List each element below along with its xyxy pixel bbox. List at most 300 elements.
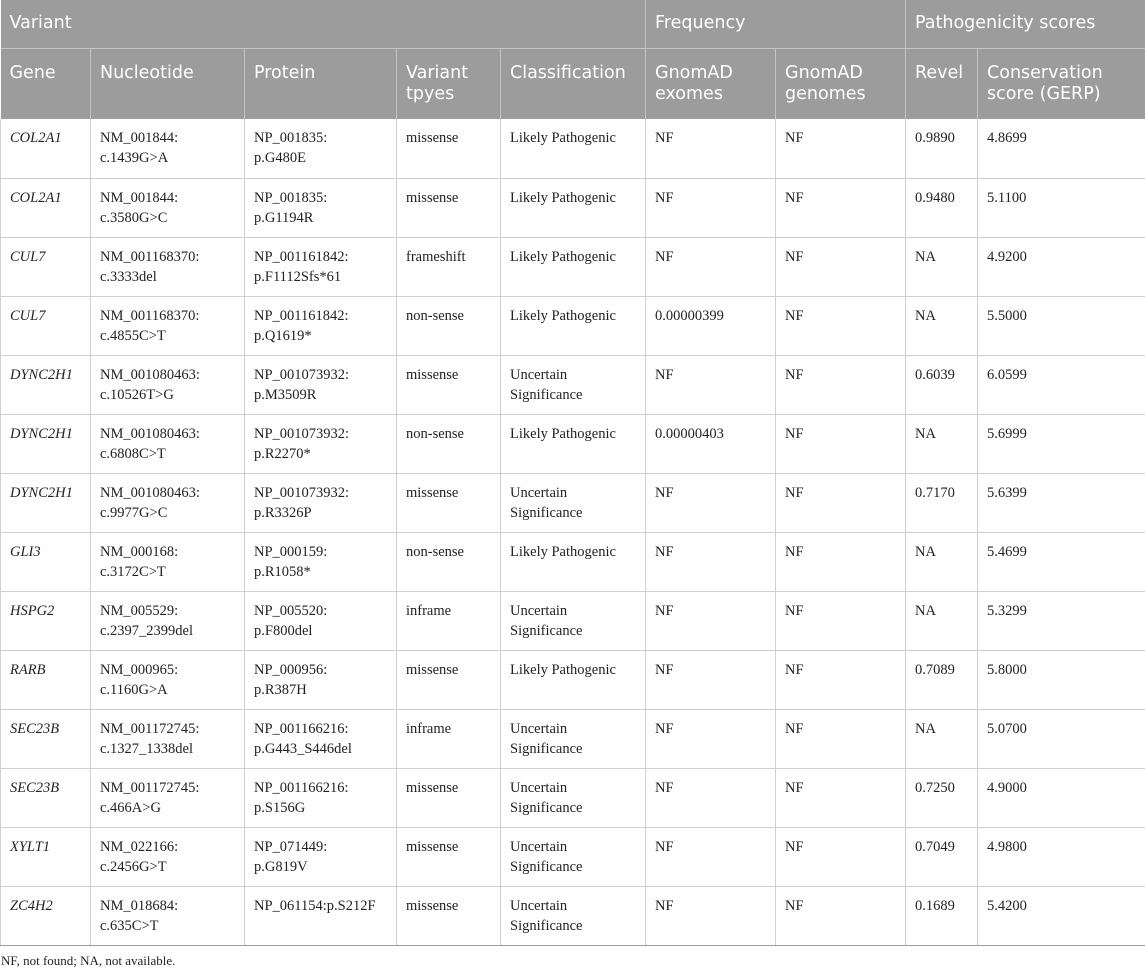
cell-gerp-line: 5.3299 (987, 602, 1027, 619)
cell-gene-line: SEC23B (10, 720, 60, 737)
cell-protein-line: p.R3326P (254, 504, 312, 521)
cell-gnomad-exomes (646, 709, 776, 768)
cell-revel-line: NA (915, 720, 936, 737)
cell-gerp-line: 5.1100 (987, 189, 1027, 206)
table-row (1, 178, 1145, 237)
cell-gene-line: XYLT1 (10, 838, 51, 855)
cell-protein-line: NP_001073932: (254, 484, 350, 501)
cell-classification (501, 119, 646, 178)
cell-gnomad-genomes (776, 886, 906, 945)
cell-nucleotide (91, 119, 245, 178)
cell-protein-line: NP_001835: (254, 189, 328, 206)
cell-nucleotide-line: c.3172C>T (100, 563, 166, 580)
cell-classification (501, 355, 646, 414)
table-footnote: NF, not found; NA, not available. (1, 953, 176, 968)
cell-gerp (978, 650, 1145, 709)
cell-variant-type (397, 886, 501, 945)
cell-nucleotide (91, 178, 245, 237)
cell-nucleotide-line: NM_001172745: (100, 720, 200, 737)
cell-revel (906, 473, 978, 532)
header-group-pathogenicity: Pathogenicity scores (906, 0, 1145, 48)
cell-protein-line: p.S156G (254, 799, 306, 816)
cell-gerp (978, 591, 1145, 650)
cell-variant-type-line: non-sense (406, 543, 464, 560)
cell-variant-type-line: missense (406, 130, 459, 146)
cell-protein (245, 296, 397, 355)
cell-gerp-line: 5.5000 (987, 307, 1027, 324)
table-row (1, 532, 1145, 591)
cell-nucleotide (91, 532, 245, 591)
cell-revel-line: 0.7089 (915, 661, 955, 678)
cell-gene-line: COL2A1 (10, 130, 62, 146)
cell-protein-line: NP_005520: (254, 602, 328, 619)
column-header-nucleotide: Nucleotide (91, 48, 245, 119)
cell-gnomad-exomes (646, 650, 776, 709)
cell-variant-type-line: frameshift (406, 248, 466, 265)
header-column-row (1, 48, 1145, 119)
cell-gerp-line: 4.9000 (987, 779, 1027, 796)
cell-gnomad-exomes (646, 827, 776, 886)
cell-nucleotide (91, 414, 245, 473)
cell-gnomad-exomes (646, 119, 776, 178)
column-header-variant-types: Variant tpyes (397, 48, 501, 119)
cell-gnomad-exomes (646, 178, 776, 237)
cell-protein-line: p.Q1619* (254, 327, 312, 344)
cell-classification-line: Significance (510, 799, 583, 816)
column-header-revel: Revel (906, 48, 978, 119)
cell-gnomad-exomes-line: NF (655, 602, 674, 619)
cell-nucleotide-line: c.466A>G (100, 799, 161, 816)
cell-protein (245, 119, 397, 178)
cell-variant-type (397, 827, 501, 886)
cell-variant-type-line: inframe (406, 602, 452, 619)
cell-gnomad-genomes (776, 827, 906, 886)
cell-nucleotide-line: NM_000965: (100, 661, 179, 678)
cell-revel-line: NA (915, 248, 936, 265)
cell-classification-line: Significance (510, 740, 583, 757)
table-row (1, 296, 1145, 355)
cell-classification (501, 886, 646, 945)
cell-revel-line: 0.1689 (915, 897, 955, 914)
cell-protein (245, 827, 397, 886)
cell-gene-line: RARB (10, 661, 46, 678)
cell-gene (1, 296, 91, 355)
cell-protein (245, 473, 397, 532)
cell-gene (1, 650, 91, 709)
cell-classification-line: Likely Pathogenic (510, 189, 616, 206)
cell-gnomad-genomes (776, 473, 906, 532)
cell-classification-line: Uncertain (510, 484, 568, 501)
cell-gene (1, 709, 91, 768)
cell-gnomad-exomes (646, 591, 776, 650)
cell-gerp (978, 119, 1145, 178)
column-header-protein: Protein (245, 48, 397, 119)
cell-gerp (978, 473, 1145, 532)
cell-gnomad-genomes-line: NF (785, 425, 804, 442)
cell-gene-line: SEC23B (10, 779, 60, 796)
cell-gnomad-exomes (646, 237, 776, 296)
cell-nucleotide-line: NM_001172745: (100, 779, 200, 796)
cell-gerp-line: 5.4699 (987, 543, 1027, 560)
cell-gnomad-exomes (646, 532, 776, 591)
cell-protein-line: p.G1194R (254, 209, 314, 226)
cell-gene (1, 827, 91, 886)
cell-classification (501, 178, 646, 237)
cell-protein (245, 886, 397, 945)
cell-protein (245, 178, 397, 237)
cell-protein-line: p.G819V (254, 858, 308, 875)
cell-variant-type (397, 414, 501, 473)
cell-protein-line: p.G480E (254, 150, 306, 166)
cell-gene (1, 355, 91, 414)
cell-revel (906, 650, 978, 709)
cell-gnomad-genomes-line: NF (785, 189, 804, 206)
header-group-frequency: Frequency (646, 0, 906, 48)
cell-gene (1, 473, 91, 532)
cell-gnomad-exomes-line: NF (655, 366, 674, 383)
column-header-gene: Gene (1, 48, 91, 119)
cell-gerp-line: 6.0599 (987, 366, 1027, 383)
cell-revel-line: NA (915, 602, 936, 619)
cell-gnomad-genomes-line: NF (785, 720, 804, 737)
cell-gnomad-exomes-line: NF (655, 248, 674, 265)
cell-nucleotide (91, 296, 245, 355)
cell-gnomad-genomes-line: NF (785, 307, 804, 324)
cell-nucleotide-line: NM_022166: (100, 838, 179, 855)
cell-variant-type (397, 768, 501, 827)
cell-protein-line: NP_001073932: (254, 366, 350, 383)
cell-gnomad-exomes-line: NF (655, 779, 674, 796)
cell-revel-line: 0.6039 (915, 366, 955, 383)
cell-gerp-line: 4.9200 (987, 248, 1027, 265)
cell-revel (906, 296, 978, 355)
cell-gnomad-genomes-line: NF (785, 366, 804, 383)
cell-nucleotide (91, 650, 245, 709)
cell-gnomad-exomes-line: NF (655, 484, 674, 501)
cell-classification-line: Uncertain (510, 838, 568, 855)
cell-gerp-line: 5.0700 (987, 720, 1027, 737)
cell-protein-line: NP_000956: (254, 661, 328, 678)
cell-gnomad-genomes-line: NF (785, 661, 804, 678)
cell-classification-line: Significance (510, 917, 583, 934)
cell-gene (1, 768, 91, 827)
cell-nucleotide-line: NM_018684: (100, 897, 179, 914)
cell-classification (501, 532, 646, 591)
cell-protein (245, 414, 397, 473)
cell-gnomad-genomes-line: NF (785, 484, 804, 501)
cell-gnomad-exomes-line: NF (655, 661, 674, 678)
cell-revel (906, 237, 978, 296)
cell-gnomad-exomes (646, 355, 776, 414)
cell-nucleotide (91, 473, 245, 532)
cell-protein (245, 591, 397, 650)
cell-gnomad-exomes (646, 768, 776, 827)
cell-variant-type-line: non-sense (406, 307, 464, 324)
cell-gene-line: ZC4H2 (10, 897, 53, 914)
column-header-gnomad-exomes: GnomAD exomes (646, 48, 776, 119)
cell-gnomad-exomes (646, 296, 776, 355)
cell-protein (245, 768, 397, 827)
cell-variant-type (397, 473, 501, 532)
cell-classification-line: Likely Pathogenic (510, 661, 616, 678)
cell-nucleotide-line: c.1439G>A (100, 150, 169, 166)
cell-revel (906, 178, 978, 237)
cell-gnomad-exomes-line: NF (655, 897, 674, 914)
cell-nucleotide-line: c.635C>T (100, 917, 159, 934)
cell-nucleotide-line: c.4855C>T (100, 327, 166, 344)
cell-protein (245, 237, 397, 296)
cell-classification-line: Uncertain (510, 779, 568, 796)
cell-revel-line: NA (915, 307, 936, 324)
cell-gnomad-genomes (776, 178, 906, 237)
cell-classification-line: Likely Pathogenic (510, 248, 616, 265)
cell-revel-line: 0.7049 (915, 838, 955, 855)
cell-gnomad-genomes (776, 768, 906, 827)
cell-classification (501, 473, 646, 532)
cell-protein-line: NP_001161842: (254, 307, 349, 324)
cell-gene (1, 532, 91, 591)
cell-protein (245, 532, 397, 591)
cell-gerp (978, 237, 1145, 296)
cell-revel-line: 0.7170 (915, 484, 955, 501)
cell-gnomad-exomes-line: 0.00000403 (655, 425, 724, 442)
cell-classification-line: Likely Pathogenic (510, 130, 616, 146)
cell-gerp-line: 5.6399 (987, 484, 1027, 501)
cell-classification (501, 237, 646, 296)
cell-protein (245, 650, 397, 709)
cell-gene-line: CUL7 (10, 248, 46, 265)
cell-classification (501, 296, 646, 355)
table-row (1, 827, 1145, 886)
cell-nucleotide-line: NM_000168: (100, 543, 179, 560)
cell-gene (1, 591, 91, 650)
cell-variant-type-line: non-sense (406, 425, 464, 442)
cell-nucleotide (91, 886, 245, 945)
cell-nucleotide (91, 709, 245, 768)
cell-gene (1, 237, 91, 296)
cell-protein-line: NP_001073932: (254, 425, 350, 442)
cell-classification-line: Significance (510, 386, 583, 403)
column-header-gnomad-genomes: GnomAD genomes (776, 48, 906, 119)
cell-gnomad-genomes-line: NF (785, 248, 804, 265)
cell-nucleotide (91, 591, 245, 650)
cell-classification (501, 768, 646, 827)
cell-protein-line: p.M3509R (254, 386, 317, 403)
cell-nucleotide-line: NM_001844: (100, 130, 179, 146)
table-row (1, 768, 1145, 827)
cell-gnomad-genomes (776, 296, 906, 355)
cell-gerp (978, 296, 1145, 355)
cell-nucleotide-line: NM_005529: (100, 602, 179, 619)
column-header-classification: Classification (501, 48, 646, 119)
cell-protein-line: NP_001835: (254, 130, 328, 146)
cell-protein-line: NP_071449: (254, 838, 328, 855)
cell-protein-line: p.R2270* (254, 445, 311, 462)
cell-variant-type (397, 532, 501, 591)
cell-classification (501, 650, 646, 709)
cell-revel-line: NA (915, 543, 936, 560)
cell-gene-line: DYNC2H1 (10, 366, 73, 383)
cell-nucleotide (91, 237, 245, 296)
cell-classification-line: Likely Pathogenic (510, 425, 616, 442)
cell-classification (501, 591, 646, 650)
cell-revel-line: 0.7250 (915, 779, 955, 796)
cell-classification (501, 827, 646, 886)
header-group-variant: Variant (1, 0, 646, 48)
cell-gerp (978, 709, 1145, 768)
cell-nucleotide-line: NM_001168370: (100, 307, 200, 324)
cell-gnomad-exomes (646, 886, 776, 945)
cell-nucleotide-line: c.3580G>C (100, 209, 168, 226)
cell-protein-line: p.R1058* (254, 563, 311, 580)
cell-gnomad-genomes (776, 532, 906, 591)
cell-gnomad-exomes-line: 0.00000399 (655, 307, 724, 324)
table-row (1, 650, 1145, 709)
cell-gerp-line: 4.8699 (987, 130, 1027, 146)
cell-nucleotide (91, 768, 245, 827)
cell-protein-line: NP_000159: (254, 543, 328, 560)
cell-variant-type (397, 650, 501, 709)
cell-protein-line: p.R387H (254, 681, 307, 698)
cell-nucleotide-line: c.2397_2399del (100, 622, 194, 639)
table-row (1, 414, 1145, 473)
cell-classification-line: Significance (510, 858, 583, 875)
cell-revel (906, 119, 978, 178)
cell-gene (1, 178, 91, 237)
cell-classification-line: Uncertain (510, 720, 568, 737)
cell-revel (906, 768, 978, 827)
cell-gene (1, 886, 91, 945)
cell-protein-line: NP_061154:p.S212F (254, 897, 376, 914)
cell-revel (906, 827, 978, 886)
cell-gnomad-genomes (776, 650, 906, 709)
cell-gene (1, 119, 91, 178)
cell-protein-line: NP_001166216: (254, 779, 349, 796)
cell-revel-line: NA (915, 425, 936, 442)
cell-gnomad-exomes-line: NF (655, 543, 674, 560)
cell-gnomad-exomes-line: NF (655, 720, 674, 737)
cell-classification-line: Significance (510, 622, 583, 639)
cell-protein-line: p.F1112Sfs*61 (254, 268, 342, 285)
cell-variant-type (397, 119, 501, 178)
cell-classification (501, 414, 646, 473)
cell-gnomad-exomes (646, 414, 776, 473)
cell-gene-line: GLI3 (10, 543, 41, 560)
cell-gnomad-genomes-line: NF (785, 779, 804, 796)
cell-variant-type-line: missense (406, 661, 459, 678)
cell-gerp (978, 355, 1145, 414)
cell-nucleotide-line: c.2456G>T (100, 858, 167, 875)
cell-gene-line: CUL7 (10, 307, 46, 324)
cell-variant-type-line: inframe (406, 720, 452, 737)
cell-gerp (978, 886, 1145, 945)
cell-variant-type (397, 296, 501, 355)
cell-protein-line: NP_001166216: (254, 720, 349, 737)
cell-revel (906, 709, 978, 768)
cell-classification-line: Uncertain (510, 897, 568, 914)
cell-gnomad-genomes-line: NF (785, 897, 804, 914)
cell-gnomad-exomes-line: NF (655, 838, 674, 855)
table-row (1, 886, 1145, 945)
cell-variant-type-line: missense (406, 484, 459, 501)
table-row (1, 709, 1145, 768)
cell-gerp-line: 5.8000 (987, 661, 1027, 678)
header-group-row (1, 0, 1145, 48)
cell-revel (906, 532, 978, 591)
table-row (1, 119, 1145, 178)
cell-classification (501, 709, 646, 768)
cell-classification-line: Likely Pathogenic (510, 543, 616, 560)
table-row (1, 237, 1145, 296)
cell-gnomad-genomes-line: NF (785, 130, 804, 146)
table-row (1, 591, 1145, 650)
cell-variant-type (397, 355, 501, 414)
cell-nucleotide-line: NM_001168370: (100, 248, 200, 265)
cell-gerp (978, 827, 1145, 886)
cell-nucleotide-line: NM_001844: (100, 189, 179, 206)
cell-gnomad-genomes (776, 119, 906, 178)
cell-gene-line: COL2A1 (10, 189, 62, 206)
cell-protein (245, 709, 397, 768)
cell-nucleotide (91, 355, 245, 414)
cell-variant-type-line: missense (406, 189, 459, 206)
cell-gnomad-genomes (776, 709, 906, 768)
cell-classification-line: Uncertain (510, 602, 568, 619)
cell-gerp-line: 4.9800 (987, 838, 1027, 855)
cell-gnomad-genomes-line: NF (785, 838, 804, 855)
cell-gnomad-genomes (776, 414, 906, 473)
cell-nucleotide-line: c.1327_1338del (100, 740, 194, 757)
cell-gnomad-exomes (646, 473, 776, 532)
cell-protein-line: p.F800del (254, 622, 313, 639)
cell-nucleotide-line: NM_001080463: (100, 425, 200, 442)
cell-revel (906, 591, 978, 650)
cell-protein-line: p.G443_S446del (254, 740, 352, 757)
cell-classification-line: Uncertain (510, 366, 568, 383)
cell-revel-line: 0.9890 (915, 130, 955, 146)
cell-variant-type (397, 237, 501, 296)
table-row (1, 355, 1145, 414)
cell-gnomad-genomes (776, 355, 906, 414)
cell-protein-line: NP_001161842: (254, 248, 349, 265)
cell-nucleotide-line: c.10526T>G (100, 386, 174, 403)
cell-nucleotide (91, 827, 245, 886)
cell-gnomad-genomes (776, 591, 906, 650)
cell-gene (1, 414, 91, 473)
cell-revel (906, 414, 978, 473)
cell-revel-line: 0.9480 (915, 189, 955, 206)
cell-nucleotide-line: c.6808C>T (100, 445, 166, 462)
table-row (1, 473, 1145, 532)
cell-nucleotide-line: c.1160G>A (100, 681, 168, 698)
cell-gerp (978, 414, 1145, 473)
cell-variant-type (397, 591, 501, 650)
cell-variant-type-line: missense (406, 838, 459, 855)
table-header (1, 0, 1145, 119)
cell-variant-type-line: missense (406, 366, 459, 383)
cell-gnomad-exomes-line: NF (655, 130, 674, 146)
cell-revel (906, 355, 978, 414)
cell-protein (245, 355, 397, 414)
cell-variant-type-line: missense (406, 779, 459, 796)
cell-variant-type (397, 178, 501, 237)
cell-nucleotide-line: NM_001080463: (100, 484, 200, 501)
cell-nucleotide-line: c.9977G>C (100, 504, 168, 521)
cell-gerp (978, 178, 1145, 237)
cell-gnomad-genomes-line: NF (785, 543, 804, 560)
cell-gnomad-genomes (776, 237, 906, 296)
cell-classification-line: Significance (510, 504, 583, 521)
